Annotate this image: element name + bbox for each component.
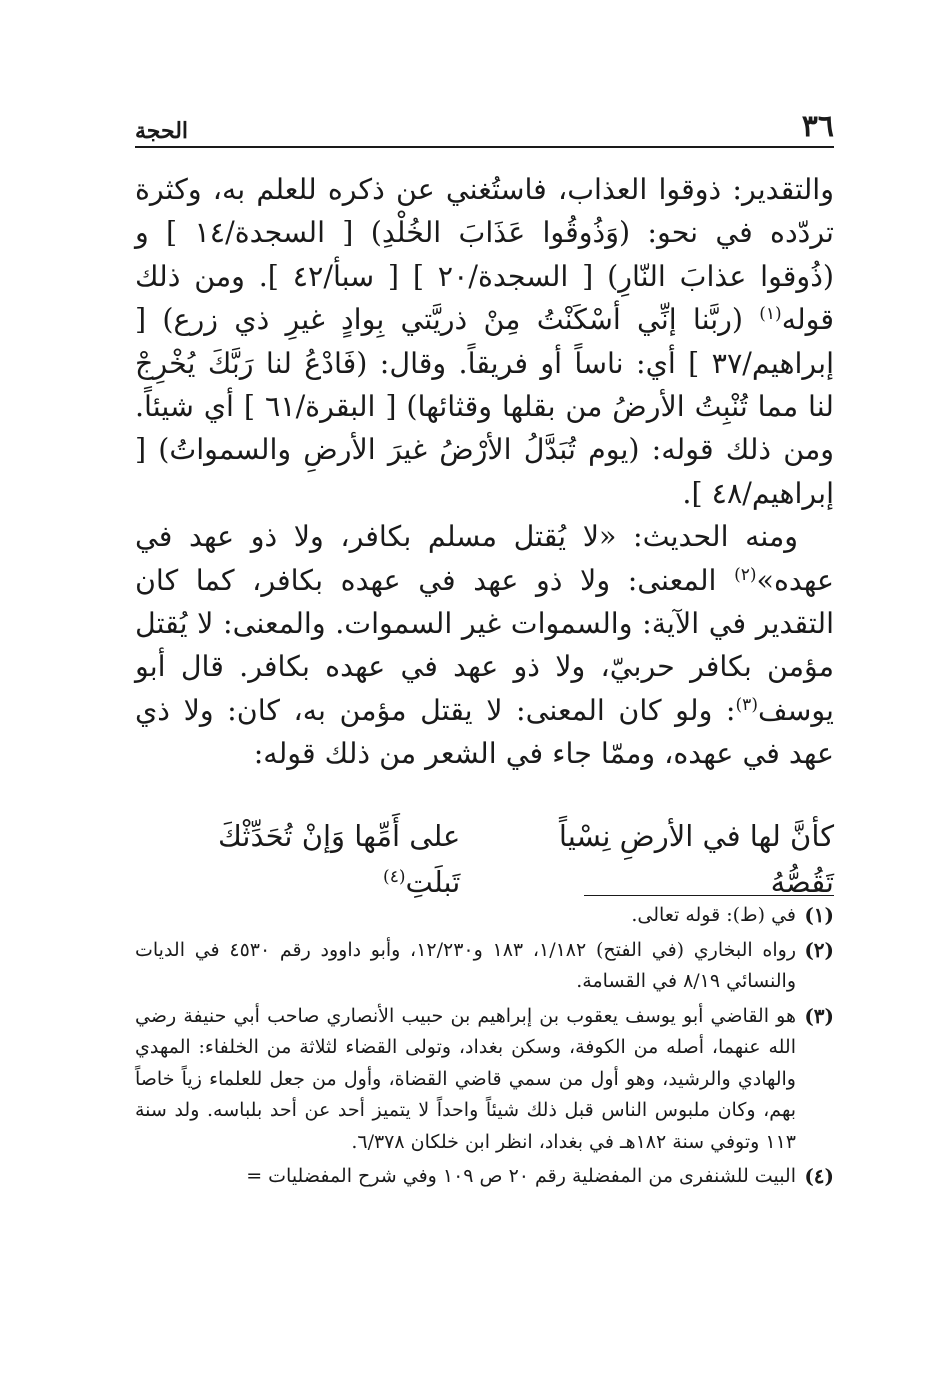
footnote-marker: (٢): [804, 937, 834, 962]
running-title: الحجة: [135, 118, 189, 144]
footnote-ref: (٤): [383, 867, 406, 887]
footnote-text: هو القاضي أبو يوسف يعقوب بن إبراهيم بن حبيب الأنصاري صاحب أبي حنيفة رضي الله عنهما، أصله من الكوفة، وسكن بغداد، وتولى القضاء لثلاثة من الخلفاء: المهدي والهادي والرشيد، وهو أول من سمي قاضي القضاة، وأول من جعل للعلماء زياً خاصاً بهم، وكان ملبوس الناس قبل ذلك شيئاً واحداً لا يتميز أحد عن أحد بلباسه. ولد سنة ١١٣ وتوفي سنة ١٨٢هـ في بغداد، انظر ابن خلكان ٦/٣٧٨.: [135, 1004, 796, 1153]
verse-hemistich-second: [135, 813, 460, 905]
footnote-ref: (٣): [735, 694, 758, 715]
page-header: [135, 102, 834, 142]
paragraph: [135, 168, 834, 515]
footnote-text: رواه البخاري (في الفتح) ١/١٨٢، ١٨٣ و١٢/٢٣٠، وأبو داوود رقم ٤٥٣٠ في الديات والنسائي ٨/١٩ في القسامة.: [135, 938, 796, 992]
footnote: [135, 1161, 834, 1193]
header-rule: [135, 146, 834, 148]
footnote-text: البيت للشنفرى من المفضلية رقم ٢٠ ص ١٠٩ وفي شرح المفضليات =: [246, 1165, 796, 1187]
main-text: [135, 168, 834, 776]
footnote-ref: (٢): [734, 564, 757, 585]
footnote-separator: [584, 895, 834, 896]
footnote-ref: (١): [759, 304, 782, 325]
footnote: [135, 935, 834, 998]
text-segment: على أَمِّها وَإنْ تُحَدِّثْكَ تَبلَتِ: [217, 819, 461, 899]
footnote: [135, 900, 834, 932]
footnote-marker: (١): [804, 903, 834, 927]
text-segment: والتقدير: ذوقوا العذاب، فاستُغني عن ذكره للعلم به، وكثرة تردّده في نحو: (وَذُوقُوا عَذَابَ الخُلْدِ) [ السجدة/١٤ ] و (ذُوقوا عذابَ النّارِ) [ السجدة/٢٠ ] [ سبأ/٤٢ ]. ومن ذلك قوله: [135, 173, 835, 337]
footnotes: [135, 900, 834, 1196]
text-segment: : ولو كان المعنى: لا يقتل مؤمن به، كان: ولا ذي عهد في عهده، وممّا جاء في الشعر من ذلك قوله:: [135, 693, 834, 771]
footnote-marker: (٤): [804, 1164, 834, 1188]
footnote-text: في (ط): قوله تعالى.: [631, 904, 796, 926]
text-segment: (ربَّنا إنِّي أسْكَنْتُ مِنْ ذريَّتي بِوادٍ غيرِ ذي زرع) [ إبراهيم/٣٧ ] أي: ناساً أو فريقاً. وقال: (فَادْعُ لنا رَبَّكَ يُخْرِجْ لنا مما تُنْبِتُ الأرضُ من بقلها وقثائها) [ البقرة/٦١ ] أي شيئاً. ومن ذلك قوله: (يوم تُبَدَّلُ الأرْضُ غيرَ الأرضِ والسمواتُ) [ إبراهيم/٤٨ ].: [135, 303, 834, 510]
page-number: ٣٦: [801, 109, 834, 144]
poetry-verse: [135, 819, 834, 899]
footnote-marker: (٣): [804, 1003, 834, 1028]
text-segment: ومنه الحديث: «لا يُقتل مسلم بكافر، ولا ذو عهد في عهده»: [135, 520, 834, 597]
verse-hemistich-first: كأنَّ لها في الأرضِ نِسْياً تَقُصُّهُ: [558, 819, 834, 899]
text-segment: المعنى: ولا ذو عهد في عهده بكافر، كما كان التقدير في الآية: والسموات غير السموات. والمعنى: لا يُقتل مؤمن بكافر حربيّ، ولا ذو عهد في عهده بكافر. قال أبو يوسف: [135, 563, 834, 727]
footnote: [135, 1001, 834, 1159]
paragraph: [135, 515, 834, 775]
